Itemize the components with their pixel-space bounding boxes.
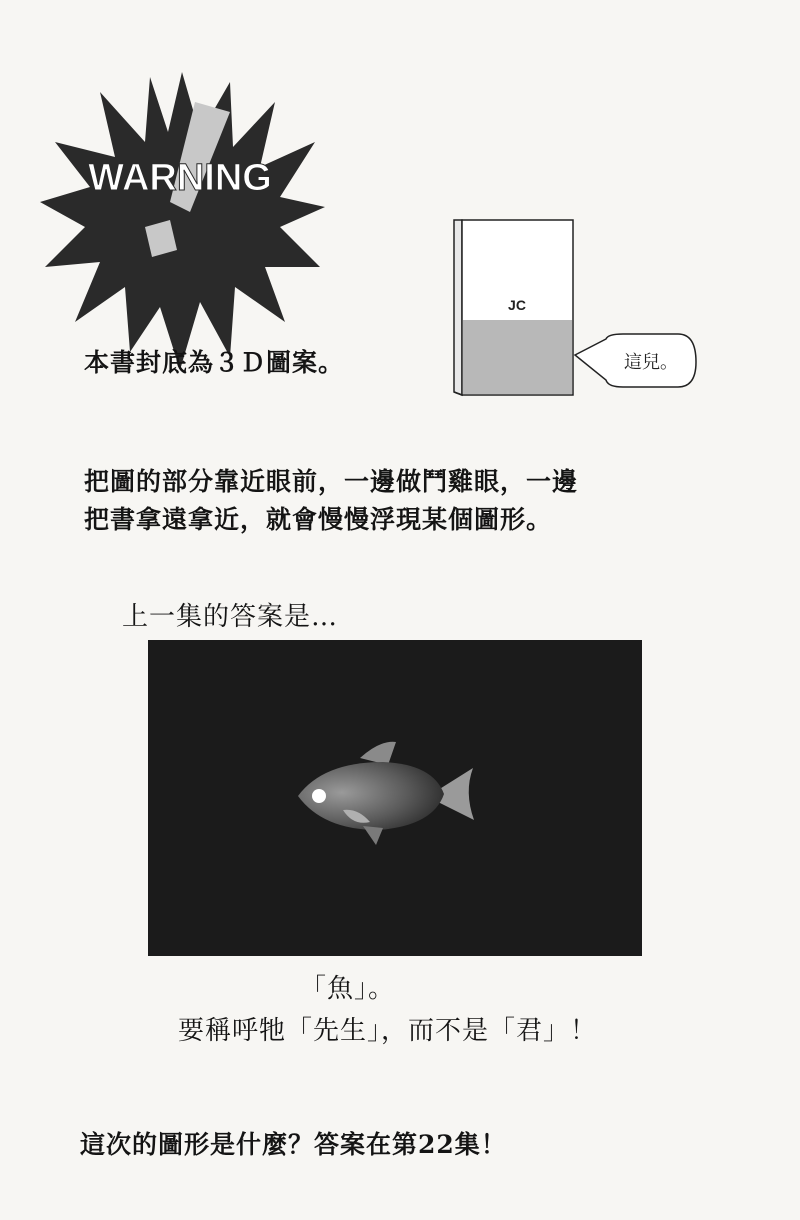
callout-text: 這兒。 <box>624 352 678 373</box>
book-spine <box>454 220 462 395</box>
starburst-icon <box>40 72 325 370</box>
instruction-line-1: 把圖的部分靠近眼前，一邊做鬥雞眼，一邊 <box>84 467 579 496</box>
fish-image <box>148 640 642 956</box>
instruction-line-2: 把書拿遠拿近，就會慢慢浮現某個圖形。 <box>84 505 553 534</box>
answer-line-1: 「魚」。 <box>300 974 396 1004</box>
next-question: 這次的圖形是什麼？答案在第22集！ <box>80 1130 507 1159</box>
intro-text: 本書封底為３Ｄ圖案。 <box>84 348 345 377</box>
book-diagram <box>448 212 698 412</box>
warning-badge <box>40 72 325 372</box>
book-3d-area <box>463 320 572 394</box>
answer-line-2: 要稱呼牠「先生」，而不是「君」！ <box>178 1016 598 1046</box>
warning-text: WARNING <box>88 157 272 199</box>
publisher-logo: JC <box>508 297 526 313</box>
fish-eye <box>312 789 326 803</box>
instructions <box>84 463 578 539</box>
previous-answer-label: 上一集的答案是… <box>122 602 339 632</box>
